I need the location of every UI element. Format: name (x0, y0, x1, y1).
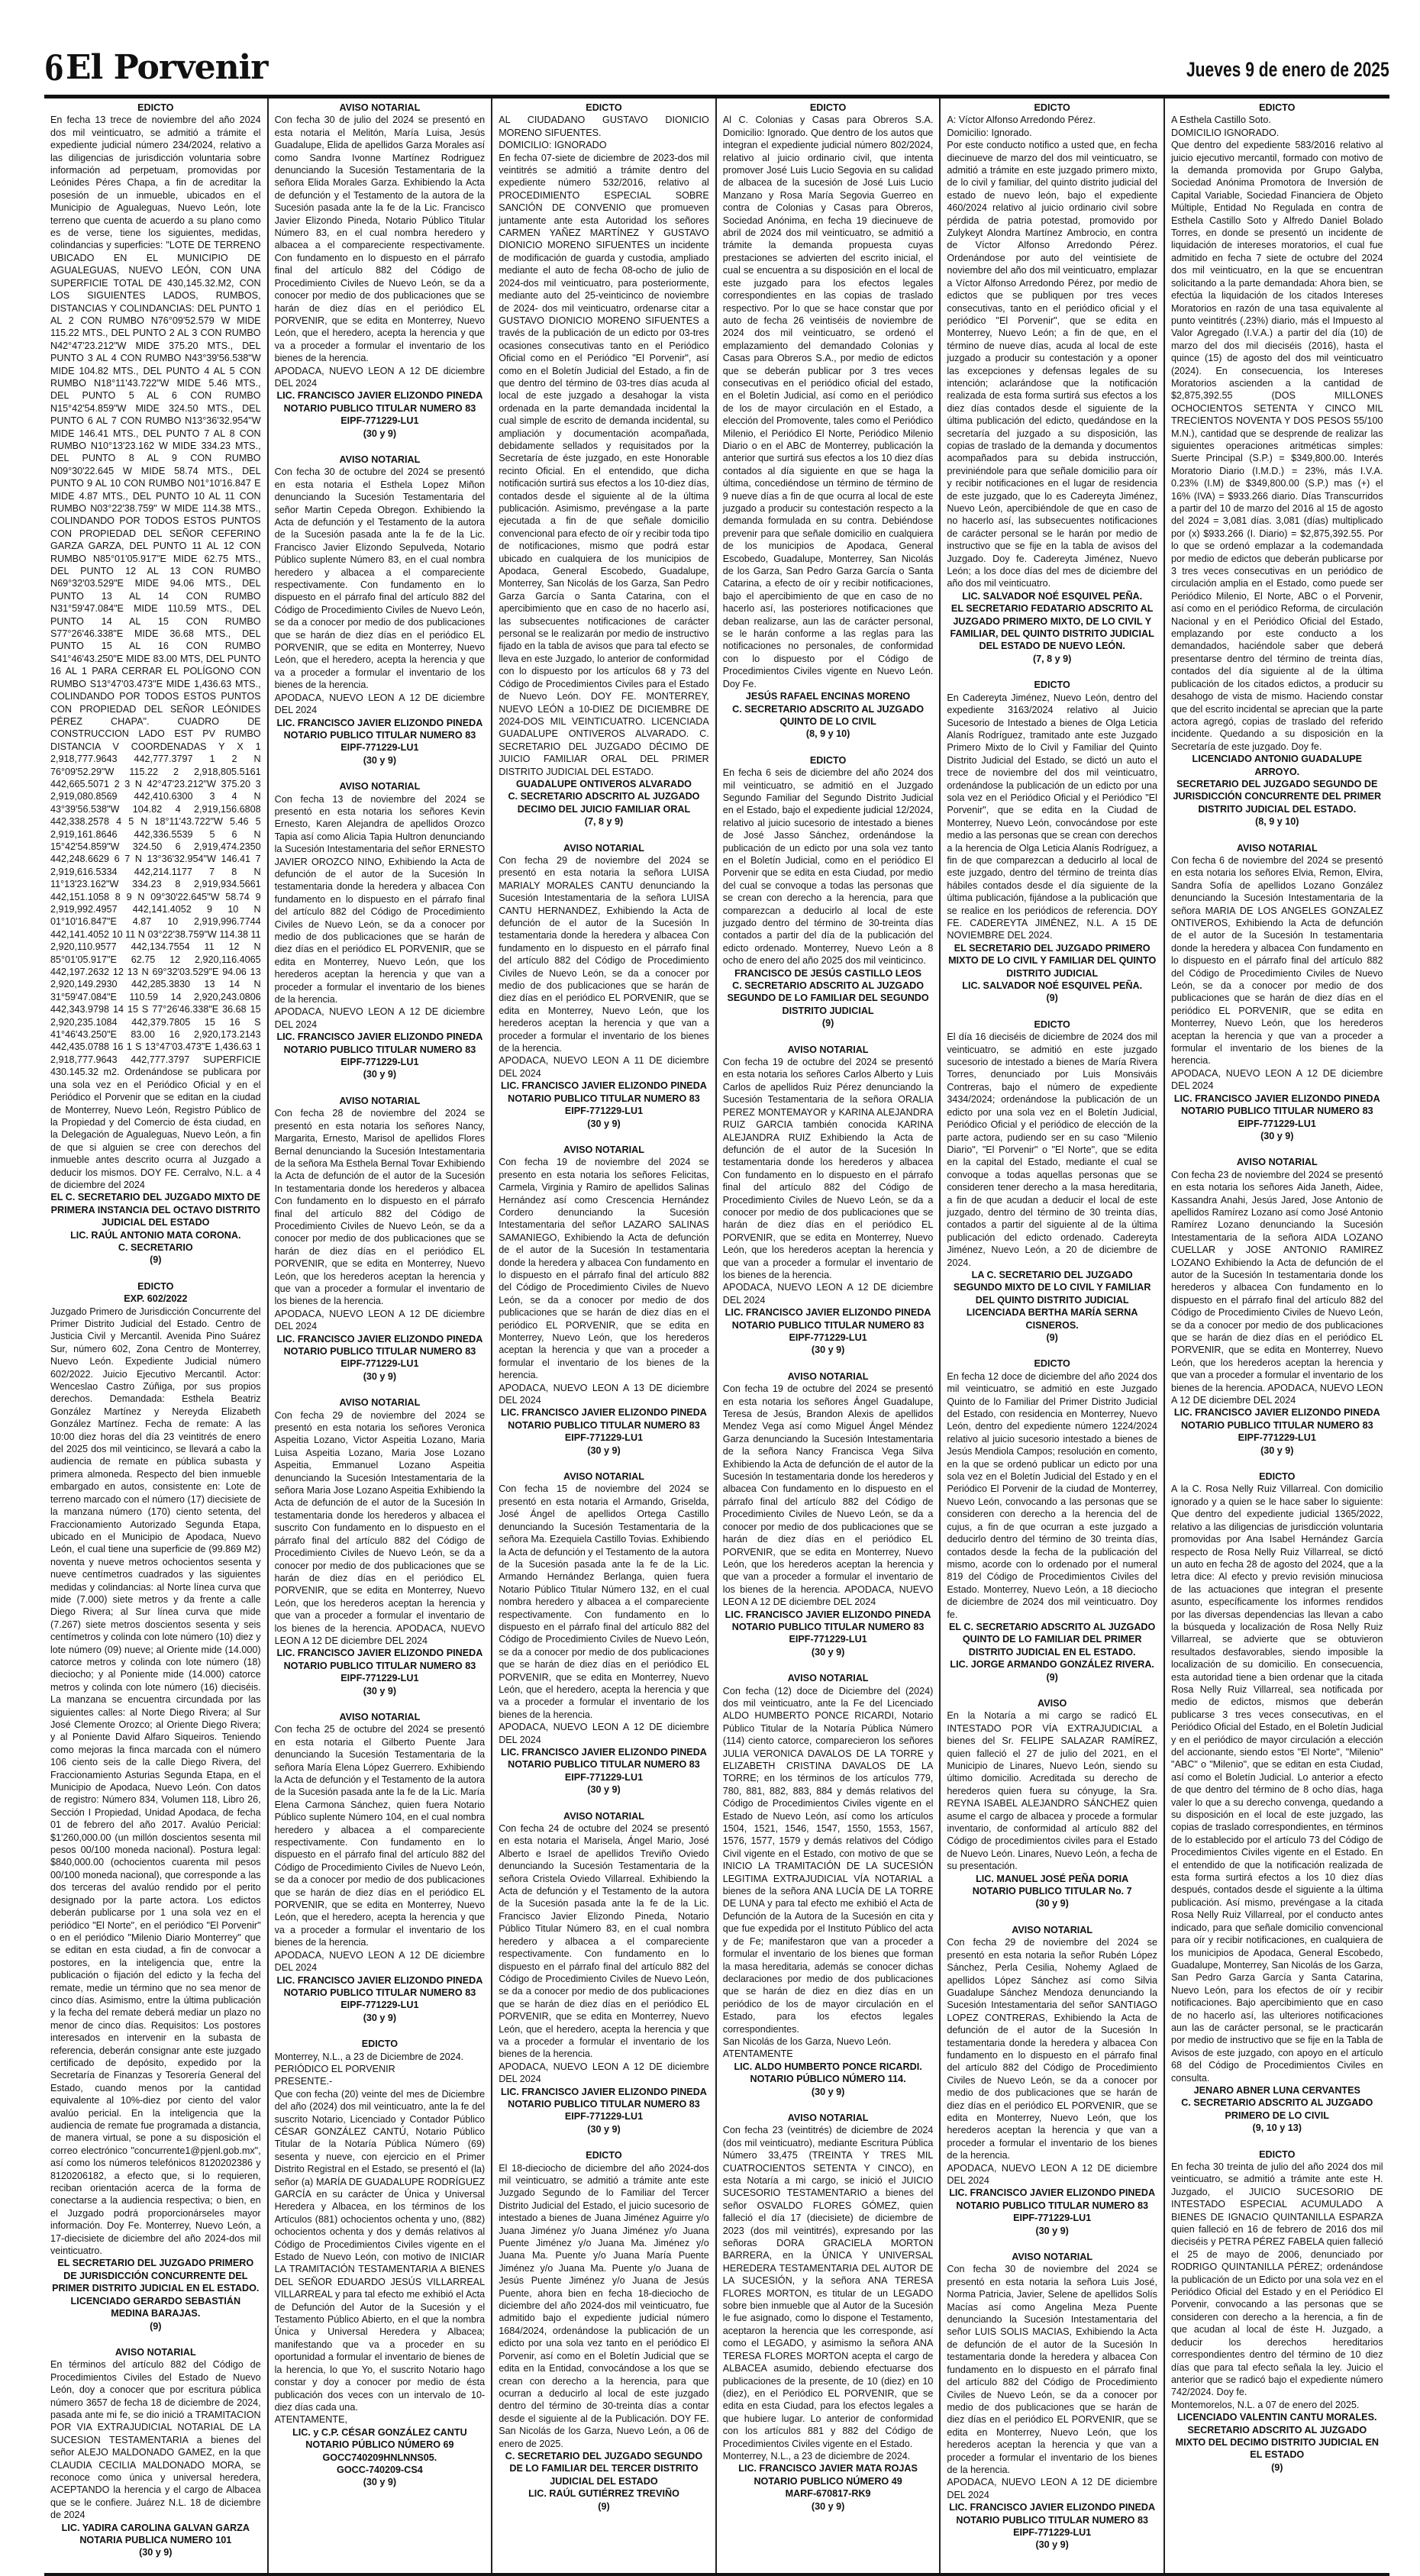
notice-signature-line: LIC. FRANCISCO JAVIER ELIZONDO PINEDA (501, 1407, 707, 1419)
notice-signature-line: LIC. FRANCISCO JAVIER ELIZONDO PINEDA (501, 2086, 707, 2097)
notice-paragraph: Que dentro del expediente 583/2016 relativo al juicio ejecutivo mercantil, formado con motivo de la demanda promovida por Grupo Galyba, Sociedad Anónima Promotora de Inversión de Capital Variable, Sociedad Financiera de Objeto Múltiple, Entidad No Regulada en contra de Esthela Castillo Soto y Alfredo Daniel Bolado Torres, en donde se presentó un incidente de liquidación de intereses moratorios, el cual fue admitido en fecha 7 siete de octubre del 2024 dos mil veinticuatro, en la que se encuentran solicitando a la parte demandada: Ahora bien, se efectúa la liquidación de los citados Intereses Moratorios en razón de una tasa equivalente al punto veintitrés (.23%) diario, más el Impuesto al Valor Agregado (I.V.A.) a partir del día (10) de marzo del dos mil dieciséis (2016), hasta el quince (15) de agosto del dos mil veinticuatro (2024). En consecuencia, los Intereses Moratorios ascienden a la cantidad de $2,875,392.55 (DOS MILLONES OCHOCIENTOS SETENTA Y CINCO MIL TRECIENTOS NOVENTA Y DOS PESOS 55/100 M.N.), cantidad que se desprende de realizar las siguientes operaciones aritméticas simples: Suerte Principal (S.P.) = $349,800.00. Interés Moratorio Diario (I.M.D.) = 23%, más I.V.A. 0.23% (I.M) de $349,800.00 (S.P.) mas (+) el 16% (IVA) = $933.266 diario. Días Transcurridos a partir del 10 de marzo del 2016 al 15 de agosto del 2024 = 3,081 días. 3,081 (días) multiplicado por (x) $933.266 (I. Diario) = $2,875,392.55. Por lo que se ordenó emplazar a la codemandada por medio de edictos que deberán publicarse por 3 tres veces consecutivas en un periódico de circulación amplia en el Estado, como puede ser Periódico Milenio, El Norte, ABC o el Porvenir, así como en el periódico Reforma, de circulación Nacional y en el Periódico Oficial del Estado, emplazando por este conducto a los demandados, haciéndole saber que deberá presentarse dentro del término de treinta días, contados del día siguiente al de la última publicación de los citados edictos, a producir su desahogo de vista de mismo. Haciendo constar que del escrito incidental se aprecian que la parte actora agregó, copias de traslado del referido incidente. Quedando a su disposición en la Secretaría de este juzgado. Doy fe. (1170, 140, 1383, 752)
legal-notice (723, 1672, 934, 2098)
notice-paragraph: ATENTAMENTE, (274, 2414, 347, 2426)
notice-title: EDICTO (1034, 680, 1070, 691)
notice-title: AVISO NOTARIAL (787, 2112, 869, 2123)
notice-signature-line: (30 y 9) (1035, 2539, 1069, 2551)
notice-title: AVISO NOTARIAL (339, 1711, 421, 1722)
notice-signature-line: EIPF-771229-LU1 (789, 1332, 867, 1343)
notice-body (947, 1031, 1157, 1269)
notice-signature-line: (30 y 9) (139, 2547, 173, 2558)
notice-paragraph: Monterrey, N.L., a 23 de diciembre de 2024. (722, 2450, 911, 2461)
notice-title: AVISO NOTARIAL (115, 2346, 196, 2358)
notice-paragraph: APODACA, NUEVO LEON A 11 DE diciembre DEL 2024 (499, 1055, 709, 1079)
legal-notice (947, 1924, 1157, 2237)
notice-signature-line: LICENCIADO GERARDO SEBASTIÁN MEDINA BARAJAS. (70, 2295, 241, 2319)
notice-title: EDICTO (137, 1280, 174, 1292)
notice-paragraph: Monterrey, N.L., a 23 de Diciembre de 2024. (274, 2051, 464, 2062)
notice-signature-line: LIC. YADIRA CAROLINA GALVAN GARZA (61, 2522, 250, 2533)
notice-signature-line: C. SECRETARIO ADSCRITO AL JUZGADO DECIMO DEL JUICIO FAMILIAR ORAL (508, 791, 700, 815)
notice-title: AVISO NOTARIAL (339, 781, 421, 792)
notice-paragraph: Con fecha 6 de noviembre del 2024 se presentó en esta notaria los señores Elvia, Remon, Elvira, Sandra Sofía de apellidos Lozano González denunciando la Sucesión Intestamentaria de la señora MARIA DE LOS ANGELES GONZALEZ ONTIVEROS, Exhibiendo la Acta de defunción de el autor de la Sucesión In testamentaria donde la heredera y albacea Con fundamento en lo dispuesto en el párrafo final del artículo 882 del Código de Procedimiento Civiles de Nuevo León, se da a conocer por medio de dos publicaciones que se harán de diez días en el periódico EL PORVENIR, que se edita en Monterrey, Nuevo León, que los herederos aceptan la herencia y que van a proceder a formular el inventario de los bienes de la herencia. (1170, 854, 1383, 1067)
notice-body (723, 1056, 934, 1306)
notice-signature-line: NOTARIO PUBLICO TITULAR NUMERO 83 (283, 1987, 476, 1998)
notice-signature-line: SECRETARIO DEL JUZGADO SEGUNDO DE JURISDICCIÓN CONCURRENTE DEL PRIMER DISTRITO JUDICIAL DEL ESTADO. (1173, 778, 1382, 815)
notice-body (275, 793, 486, 1031)
notice-body (1171, 1483, 1383, 2084)
column-4 (717, 98, 941, 2573)
legal-notice (947, 679, 1157, 1005)
notice-signature-line: (30 y 9) (811, 2086, 845, 2097)
legal-notice (499, 1144, 709, 1457)
notice-signature-line: (30 y 9) (363, 2012, 397, 2023)
notice-signature-line: EIPF-771229-LU1 (564, 2111, 644, 2122)
notice-body (723, 767, 934, 967)
legal-notice (275, 2038, 486, 2489)
notice-signature-line: NOTARIO PUBLICO NÚMERO 49 (754, 2475, 902, 2487)
column-2 (269, 98, 493, 2573)
notice-signature-line: LIC. ALDO HUMBERTO PONCE RICARDI. (734, 2061, 922, 2072)
newspaper-page (44, 46, 1389, 2576)
notice-signature-line: (9) (150, 2320, 162, 2332)
notice-signature-line: (9) (1046, 1671, 1058, 1683)
notice-signature-line: EL C. SECRETARIO ADSCRITO AL JUZGADO QUINTO DE LO FAMILIAR DEL PRIMER DISTRITO JUDICIAL EN EL ESTADO. (949, 1621, 1156, 1658)
notice-title: EDICTO (809, 102, 847, 113)
notice-signature-line: C. SECRETARIO (118, 1241, 193, 1253)
notice-body (275, 2051, 486, 2426)
notice-signature-line: GOCC740209HNLNNS05. (322, 2452, 437, 2463)
notice-paragraph: Con fecha 28 de noviembre del 2024 se presentó en esta notaria los señores Nancy, Margarita, Ernesto, Marisol de apellidos Flores Bernal denunciando la Sucesión Intestamentaria de la señora Ma Esthela Bernal Tovar Exhibiendo la Acta de defunción de el autor de la Sucesión In testamentaria donde los herederos y albacea Con fundamento en lo dispuesto en el párrafo final del artículo 882 del Código de Procedimiento Civiles de Nuevo León, se da a conocer por medio de dos publicaciones que se harán de diez días en el periódico EL PORVENIR, que se edita en Monterrey, Nuevo León, que los herederos aceptan la herencia y que van a proceder a formular el inventario de los bienes de la herencia. (274, 1108, 486, 1307)
notice-signature-line: (30 y 9) (363, 754, 397, 766)
notice-paragraph: Con fecha 23 de noviembre del 2024 se presentó en esta notaria los señores Aida Janeth, Aidee, Kassandra Anahi, Jesús Jared, Jose Antonio de apellidos Ramírez Lozano así como José Antonio Ramírez Lozano denunciando la Sucesión Intestamentaria de la señora AIDA LOZANO CUELLAR y JOSE ANTONIO RAMIREZ LOZANO Exhibiendo la Acta de defunción de el autor de la Sucesión In testamentaria donde los herederos y albacea Con fundamento en lo dispuesto en el párrafo final del artículo 882 del Código de Procedimiento Civiles de Nuevo León, se da a conocer por medio de dos publicaciones que se harán de diez días en el periódico EL PORVENIR, que se edita en Monterrey, Nuevo León, que los herederos aceptan la herencia y que van a proceder a formular el inventario de los bienes de la herencia. APODACA, NUEVO LEON A 12 DE diciembre DEL 2024 (1170, 1169, 1383, 1406)
notice-signature-line: (30 y 9) (811, 1646, 845, 1658)
notice-title: AVISO NOTARIAL (339, 102, 421, 113)
notice-paragraph: APODACA, NUEVO LEON A 12 DE diciembre DEL 2024 (499, 1722, 709, 1745)
notice-signature-line: LIC. FRANCISCO JAVIER ELIZONDO PINEDA (276, 1648, 483, 1659)
notice-title: AVISO NOTARIAL (339, 454, 421, 465)
notice-paragraph: Al C. Colonias y Casas para Obreros S.A. Domicilio: Ignorado. Que dentro de los autos que integran el expediente judicial número 802/2024, relativo al juicio ordinario civil, que intenta promover José Luis Lucio Segovia en su calidad de albacea de la sucesión de José Luis Lucio Manzano y Rosa María Segovia Guerreo en contra de Colonias y Casas para Obreros, Sociedad Anónima, en fecha 19 diecinueve de abril de 2024 dos mil veinticuatro, se admitió a trámite la demanda propuesta cuyas prestaciones se advierten del escrito inicial, el cual se encuentra a su disposición en el local de este juzgado para los efectos legales correspondientes en las copias de traslado respectivo. Por lo que se hace constar que por auto de fecha 26 veintiséis de noviembre de 2024 dos mil veinticuatro, se ordenó el emplazamiento del demandado Colonias y Casas para Obreros S.A., por medio de edictos que se deberán publicar por 3 tres veces consecutivas en el periódico oficial del estado, en el Boletín Judicial, así como en el periódico de los de mayor circulación en el Estado, a elección del Promovente, tales como el Periódico Milenio, el Periódico El Norte, Periódico Milenio Diario o en el ABC de Monterrey, publicación la anterior que surtirá sus efectos a los 10 diez días contados al día siguiente en que se haga la última, concediéndose un término de término de 9 nueve días a fin de que ocurra al local de este juzgado a producir su contestación respecto a la demanda formulada en su contra. Debiéndose prevenir para que señale domicilio en cualquiera de los municipios de Apodaca, General Escobedo, Guadalupe, Monterrey, San Nicolás de los Garza, San Pedro Garza García o Santa Catarina, a efecto de oír y recibir notificaciones, bajo el apercibimiento de que en caso de no hacerlo así, las posteriores notificaciones que deban realizarse, aun las de carácter personal, se le harán conforme a las reglas para las notificaciones no personales, de conformidad con lo dispuesto por el Código de Procedimientos Civiles vigente en Nuevo León. Doy Fe. (722, 115, 934, 689)
notice-paragraph: En Cadereyta Jiménez, Nuevo León, dentro del expediente 3163/2024 relativo al Juicio Sucesorio de Intestado a bienes de Olga Leticia Alanís Rodríguez, tramitado ante este Juzgado Primero Mixto de lo Civil y Familiar del Quinto Distrito Judicial del Estado, se dictó un auto el trece de noviembre del dos mil veinticuatro, ordenándose la publicación de un edicto por una sola vez en el Periódico Oficial y el Periódico "El Porvenir", que se edita en la Ciudad de Monterrey, Nuevo León, convocándose por este medio a las personas que se crean con derechos a la herencia de Olga Leticia Alanís Rodríguez, a fin de que comparezcan a deducirlo al local de este juzgado, dentro del término de treinta días hábiles contados desde el día siguiente de la última publicación, fijándose a la publicación que se realice en los periódicos de referencia. DOY FE. CADEREYTA JIMÉNEZ, N.L. A 15 DE NOVIEMBRE DEL 2024. (947, 692, 1157, 941)
notice-paragraph: A Esthela Castillo Soto. (1170, 115, 1271, 126)
legal-notice (947, 2251, 1157, 2552)
notice-signature-line: JESÚS RAFAEL ENCINAS MORENO (745, 691, 911, 702)
notice-body (499, 114, 709, 778)
notice-paragraph: APODACA, NUEVO LEON A 12 DE diciembre DEL 2024 (274, 365, 486, 389)
notice-signature-line: EL SECRETARIO DEL JUZGADO PRIMERO MIXTO DE LO CIVIL Y FAMILIAR DEL QUINTO DISTRITO JUDICIAL (948, 942, 1157, 979)
notice-signature-line: (8, 9 y 10) (1255, 816, 1299, 828)
notice-paragraph: APODACA, NUEVO LEON A 12 DE diciembre DEL 2024 (947, 2162, 1157, 2186)
notice-signature-line: (30 y 9) (1035, 2225, 1069, 2236)
notice-signature-line: LIC. FRANCISCO JAVIER ELIZONDO PINEDA (725, 1307, 931, 1319)
notice-paragraph: DOMICILIO IGNORADO. (1170, 127, 1280, 138)
notice-signature-line: LIC. RAÚL ANTONIO MATA CORONA. (70, 1229, 241, 1241)
notice-paragraph: APODACA, NUEVO LEON A 13 DE diciembre DEL 2024 (499, 1382, 709, 1406)
notice-title: EDICTO (586, 2150, 622, 2161)
notice-signature-line: EIPF-771229-LU1 (1238, 1432, 1316, 1444)
notice-paragraph: Con fecha 24 de octubre del 2024 se presentó en esta notaria el Marisela, Ángel Mario, José Alberto e Israel de apellidos Treviño Oviedo denunciando la Sucesión Testamentaria de la señora Cristela Oviedo Villarreal. Exhibiendo la Acta de defunción y el Testamento de la autora de la Sucesión pasada ante la fe de la Lic. Francisco Javier Elizondo Pineda, Notario Público Titular Número 83, en el cual nombra heredero y albacea a el compareciente respectivamente. Con fundamento en lo dispuesto en el párrafo final del artículo 882 del Código de Procedimiento Civiles de Nuevo León, se da a conocer por medio de dos publicaciones que se harán de diez días en el periódico EL PORVENIR, que se edita en Monterrey, Nuevo León, que el heredero, acepta la herencia y que va a proceder a formular el inventario de los bienes de la herencia. (499, 1823, 709, 2060)
notice-signature-line: EIPF-771229-LU1 (564, 1771, 644, 1783)
notice-signature-line: LIC. FRANCISCO JAVIER ELIZONDO PINEDA (501, 1080, 707, 1092)
notice-title: EDICTO (1034, 1358, 1070, 1370)
notice-signature-line: (7, 8 y 9) (1032, 653, 1072, 664)
notice-title: EDICTO (1034, 1018, 1070, 1030)
notice-signature-line: NOTARIO PUBLICO TITULAR NUMERO 83 (283, 1044, 476, 1055)
notice-title: AVISO NOTARIAL (563, 1810, 644, 1822)
notice-body (1171, 854, 1383, 1093)
legal-notice (723, 1370, 934, 1658)
notice-signature-line: EIPF-771229-LU1 (1238, 1118, 1316, 1129)
notice-signature-line: (30 y 9) (587, 1445, 621, 1456)
notice-signature-line: NOTARIO PUBLICO TITULAR NUMERO 83 (283, 1346, 476, 1357)
notice-signature-line: (30 y 9) (811, 2500, 845, 2512)
notice-signature-line: LIC. FRANCISCO JAVIER ELIZONDO PINEDA (501, 1747, 707, 1758)
notice-body (499, 1156, 709, 1406)
notice-body (275, 1409, 486, 1648)
notice-title: AVISO NOTARIAL (1012, 1924, 1093, 1935)
notice-title: AVISO NOTARIAL (787, 1044, 869, 1055)
notice-signature-line: LIC. FRANCISCO JAVIER ELIZONDO PINEDA (276, 390, 483, 402)
legal-notice (947, 1357, 1157, 1683)
column-5 (941, 98, 1165, 2573)
notice-paragraph: Juzgado Primero de Jurisdicción Concurrente del Primer Distrito Judicial del Estado. Centro de Justicia Civil y Mercantil. Avenida Pino Suárez Sur, número 602, Zona Centro de Monterrey, Nuevo León. Expediente Judicial número 602/2022. Juicio Ejecutivo Mercantil. Actor: Wenceslao Castro Zúñiga, por sus propios derechos. Demandada: Esthela Beatriz González Martínez y Nereyda Elizabeth González Martínez. Fecha de remate: A las 10:00 diez horas del día 23 veintitrés de enero del 2025 dos mil veinticinco, se llevará a cabo la audiencia de remate en pública subasta y primera almoneda. Respecto del bien inmueble embargado en autos, consistente en: Lote de terreno marcado con el número (17) diecisiete de la manzana número (170) ciento setenta, del Fraccionamiento Autorizado Segunda Etapa, ubicado en el Municipio de Apodaca, Nuevo León, el cual tiene una superficie de (99.869 M2) noventa y nueve metros ochocientos sesenta y nueve centímetros cuadrados y las siguientes medidas y colindancias: al Norte línea curva que mide (7.000) siete metros y da frente a calle Diego Rivera; al Sur línea curva que mide (7.267) siete metros doscientos sesenta y seis centímetros y colinda con lote número (10) diez y lote número (09) nueve; al Oriente mide (14.000) catorce metros y colinda con lote número (18) dieciocho; y al Poniente mide (14.000) catorce metros y colinda con lote número (16) dieciséis. La manzana se encuentra circundada por las siguientes calles: al Norte Diego Rivera; al Sur José Clemente Orozco; al Oriente Diego Rivera; y al Poniente David Alfaro Siqueiros. Teniendo como mejoras la finca marcada con el número 106 ciento seis de la calle Diego Rivera, del Fraccionamiento Asturias Segunda Etapa, en el Municipio de Apodaca, Nuevo León. Con datos de registro: Número 834, Volumen 118, Libro 26, Sección I Propiedad, Unidad Apodaca, de fecha 01 de febrero del año 2017. Avalúo Pericial: $1'260,000.00 (un millón doscientos sesenta mil pesos 00/100 moneda nacional). Postura legal: $840,000.00 (ochocientos cuarenta mil pesos 00/100 moneda nacional), que corresponde a las dos terceras del avalúo rendido por el perito designado por la parte actora. Los edictos deberán publicarse por 1 una sola vez en el periódico "El Norte", en el periódico "El Porvenir" o en el periódico "Milenio Diario Monterrey" que se editan en esta ciudad, a fin de convocar a postores, en la inteligencia que, entre la publicación o fijación del edicto y la fecha del remate, medie un término que no sea menor de cinco días. Asimismo, entre la última publicación y la fecha del remate deberá mediar un plazo no menor de cinco días. Requisitos: Los postores interesados en intervenir en la subasta de referencia, deberán consignar ante este juzgado certificado de depósito, expedido por la Secretaría de Finanzas y Tesorería General del Estado, cuando menos por la cantidad equivalente al 10%-diez por ciento del valor avalúo pericial. En la inteligencia que la audiencia de remate fue programada a distancia, de manera virtual, se pone a su disposición el correo electrónico "concurrente1@pjenl.gob.mx", así como los números telefónicos 8120202386 y 8120206182, a efecto que, si lo requieren, reciban orientación acerca de la forma de conectarse a la audiencia respectiva; o bien, en el Juzgado podrá proporcionárseles mayor información. Doy Fe. Monterrey, Nuevo León, a 17-diecisiete de diciembre del año 2024-dos mil veinticuatro. (50, 1306, 261, 2257)
notice-title: EDICTO (137, 102, 174, 113)
notice-signature-line: NOTARIO PUBLICO TITULAR NUMERO 83 (956, 2514, 1148, 2526)
notice-body (723, 2124, 934, 2462)
notice-title: AVISO NOTARIAL (339, 1095, 421, 1106)
notice-signature-line: EIPF-771229-LU1 (340, 1673, 419, 1684)
notice-paragraph: ATENTAMENTE (722, 2048, 793, 2060)
notice-title: AVISO (1038, 1697, 1067, 1709)
notice-signature-line: (30 y 9) (587, 1118, 621, 1129)
notice-paragraph: El día 16 dieciséis de diciembre de 2024 dos mil veinticuatro, se admitió en este juzgado sucesorio de intestado a bienes de María Rivera Torres, denunciado por Luis Monsiváis Contreras, bajo el número de expediente 3434/2024; ordenándose la publicación de un edicto por una sola vez en el Boletín Judicial, Periódico Oficial y el periódico de elección de la parte actora, pudiendo ser en su caso "Milenio Diario", "El Porvenir" o "El Norte", que se edita en la capital del Estado, mediante el cual se convoque a todas aquellas personas que se consideren tener derecho a la masa hereditaria, a fin de que acudan a deducir el local de este juzgado, dentro del término de 30 treinta días, contados a partir del siguiente al de la última publicación del edicto ordenado. Cadereyta Jiménez, Nuevo León, a 20 de diciembre de 2024. (947, 1031, 1157, 1268)
notice-signature-line: LIC. SALVADOR NOÉ ESQUIVEL PEÑA. (962, 590, 1143, 602)
notice-paragraph: DOMICILIO: IGNORADO (499, 140, 607, 151)
notice-body (275, 466, 486, 716)
notice-signature-line: (30 y 9) (363, 2477, 397, 2488)
notice-signature-line: (9) (1046, 1332, 1058, 1343)
notice-body (50, 1306, 261, 2258)
notice-body (50, 2358, 261, 2521)
notice-signature-line: EIPF-771229-LU1 (340, 1358, 419, 1370)
legal-notice (275, 454, 486, 767)
issue-date: Jueves 9 de enero de 2025 (1186, 58, 1389, 81)
notice-paragraph: A: Víctor Alfonso Arredondo Pérez. (947, 115, 1096, 126)
notice-signature-line: C. SECRETARIO ADSCRITO AL JUZGADO QUINTO DE LO CIVIL (732, 703, 925, 727)
notice-paragraph: En términos del artículo 882 del Código de Procedimientos Civiles del Estado de Nuevo León, doy a conocer que por escritura pública número 3657 de fecha 18 de diciembre de 2024, pasada ante mi fe, se dio inició a TRAMITACION POR VIA EXTRAJUDICIAL NOTARIAL DE LA SUCESION TESTAMENTARIA a bienes del señor ALEJO MALDONADO GAMEZ, en la que CLAUDIA CECILIA MALDONADO MORA, se reconoce como única y universal heredera, ACEPTANDO la herencia y el cargo de Albacea que se le confiere. Juárez N.L. 18 de diciembre de 2024 (50, 2359, 261, 2521)
notice-signature-line: LIC. FRANCISCO JAVIER ELIZONDO PINEDA (725, 1609, 931, 1620)
legal-notice (1171, 1156, 1383, 1457)
notice-paragraph: El 18-dieciocho de diciembre del año 2024-dos mil veinticuatro, se admitió a trámite ante este Juzgado Segundo de lo Familiar del Tercer Distrito Judicial del Estado, el juicio sucesorio de intestado a bienes de Juana Jiménez Aguirre y/o Juana Jiménez y/o Juana Jiménez y/o Juana Puente Jiménez y/o Juana Ma. Jiménez y/o Juana Ma. Puente y/o Juana María Puente Jiménez y/o Juana Ma. Puente y/o Juana de Jesús Puente Jiménez y/o Juana de Jesús Puente, ahora bien en fecha 18-dieciocho de diciembre del año 2024-dos mil veinticuatro, fue admitido bajo el expediente judicial número 1684/2024, ordenándose la publicación de un edicto por una sola vez tanto en el periódico El Porvenir, así como en el Boletín Judicial que se edita en la Entidad, convocándose a los que se crean con derecho a la herencia, para que ocurran a deducirlo al local de este juzgado dentro del término de 30-treinta días a contar desde el siguiente al de la Publicación. DOY FE. San Nicolás de los Garza, Nuevo León, a 06 de enero de 2025. (499, 2162, 709, 2449)
notice-signature-line: (30 y 9) (1260, 1130, 1294, 1141)
notice-signature-line: LICENCIADA BERTHA MARÍA SERNA CISNEROS. (966, 1307, 1138, 1331)
notice-paragraph: Con fecha 29 de noviembre del 2024 se presentó en esta notaria la señor Rubén López Sánchez, Perla Cesilia, Nohemy Aglaed de apellidos López Sánchez así como Silvia Guadalupe Sánchez Mendoza denunciando la Sucesión Intestamentaria del señor SANTIAGO LOPEZ CONTRERAS, Exhibiendo la Acta de defunción de el autor de la Sucesión In testamentaria donde la heredera y albacea Con fundamento en lo dispuesto en el párrafo final del artículo 882 del Código de Procedimiento Civiles de Nuevo León, se da a conocer por medio de dos publicaciones que se harán de diez días en el periódico EL PORVENIR, que se edita en Monterrey, Nuevo León, que los herederos aceptan la herencia y que van a proceder a formular el inventario de los bienes de la herencia. (947, 1937, 1157, 2161)
notice-paragraph: Con fecha 30 de julio del 2024 se presentó en esta notaria el Melitón, María Luisa, Jesús Guadalupe, Elida de apellidos Garza Morales así como Sandra Ivonne Martínez Rodriguez denunciando la Sucesión Testamentaria de la señora Elida Morales Garza. Exhibiendo la Acta de defunción y el Testamento de la autora de la Sucesión pasada ante la fe de la Lic. Francisco Javier Elizondo Pineda, Notario Público Titular Número 83, en el cual nombra heredero y albacea a el compareciente respectivamente. Con fundamento en lo dispuesto en el párrafo final del artículo 882 del Código de Procedimiento Civiles de Nuevo León, se da a conocer por medio de dos publicaciones que se harán de diez días en el periódico EL PORVENIR, que se edita en Monterrey, Nuevo León, que el heredero, acepta la herencia y que va a proceder a formular el inventario de los bienes de la herencia. (274, 115, 486, 364)
notice-signature-line: LIC. FRANCISCO JAVIER ELIZONDO PINEDA (1173, 1407, 1380, 1419)
legal-notice (499, 842, 709, 1130)
legal-notice (1171, 1470, 1383, 2135)
notice-signature-line: EL C. SECRETARIO DEL JUZGADO MIXTO DE PRIMERA INSTANCIA DEL OCTAVO DISTRITO JUDICIAL DEL ESTADO (50, 1192, 261, 1228)
notice-title: AVISO NOTARIAL (787, 1370, 869, 1382)
notice-signature-line: MARF-670817-RK9 (785, 2488, 871, 2500)
notice-signature-line: C. SECRETARIO ADSCRITO AL JUZGADO SEGUNDO DE LO FAMILIAR DEL SEGUNDO DISTRITO JUDICIAL (727, 980, 929, 1016)
notice-body (947, 2263, 1157, 2501)
notice-signature-line: (9) (1271, 2461, 1283, 2473)
newspaper-logo: El Porvenir (66, 48, 268, 87)
notice-title: EXP. 602/2022 (124, 1293, 188, 1305)
notice-signature-line: EIPF-771229-LU1 (340, 2000, 419, 2011)
notice-paragraph: Con fecha 19 de noviembre del 2024 se presento en esta notaria los señores Felicitas, Carmela, Virginia y Ramiro de apellidos Salinas Hernández así como Crescencia Hernández Cordero denunciando la Sucesión Intestamentaria del señor LAZARO SALINAS SAMANIEGO, Exhibiendo la Acta de defunción de el autor de la Sucesión In testamentaria donde la heredera y albacea Con fundamento en lo dispuesto en el párrafo final del artículo 882 del Código de Procedimiento Civiles de Nuevo León, se da a conocer por medio de dos publicaciones que se harán de diez días en el periódico EL PORVENIR, que se edita en Monterrey, Nuevo León, que los herederos aceptan la herencia y que van a proceder a formular el inventario de los bienes de la herencia. (499, 1157, 709, 1381)
notice-signature-line: EIPF-771229-LU1 (564, 1432, 644, 1444)
notice-title: EDICTO (1259, 102, 1296, 113)
legal-notice (1171, 102, 1383, 828)
legal-notice (723, 754, 934, 1030)
notice-signature-line: EIPF-771229-LU1 (1013, 2213, 1092, 2224)
notice-body (947, 114, 1157, 589)
notice-signature-line: NOTARIO PUBLICO TITULAR NUMERO 83 (508, 2098, 700, 2110)
notice-signature-line: LICENCIADO VALENTIN CANTU MORALES. (1177, 2412, 1377, 2423)
notice-body (947, 1709, 1157, 1872)
notice-signature-line: LIC. FRANCISCO JAVIER MATA ROJAS (738, 2463, 918, 2474)
notice-signature-line: C. SECRETARIO DEL JUZGADO SEGUNDO DE LO FAMILIAR DEL TERCER DISTRITO JUDICIAL DEL ESTADO (505, 2450, 703, 2487)
notice-signature-line: (30 y 9) (363, 428, 397, 439)
notice-paragraph: APODACA, NUEVO LEON A 12 DE diciembre DEL 2024 (1170, 1067, 1383, 1092)
notice-signature-line: GOCC-740209-CS4 (337, 2464, 423, 2475)
notice-body (499, 2162, 709, 2450)
legal-notice (947, 1018, 1157, 1344)
notice-body (723, 1383, 934, 1608)
notice-title: EDICTO (1259, 2148, 1296, 2160)
notice-paragraph: Con fecha 23 (veintitrés) de diciembre de 2024 (dos mil veinticuatro), mediante Escritura Pública Número 33,475 (TREINTA Y TRES MIL CUATROCIENTOS SETENTA Y CINCO), en esta Notaría a mi cargo, se inició el JUICIO SUCESORIO TESTAMENTARIO a bienes del señor OSVALDO FLORES GÓMEZ, quien falleció el día 17 (diecisiete) de diciembre de 2023 (dos mil veintitrés), expresando por las señoras DORA GRACIELA MORTON BARRERA, en la ÚNICA Y UNIVERSAL HEREDERA TESTAMENTARIA DEL AUTOR DE LA SUCESIÓN, y la señora ANA TERESA FLORES MORTON, es titular de un LEGADO sobre bien inmueble que al Autor de la Sucesión le fue asignado, como lo dispone el Testamento, aceptaron la herencia que les corresponde, así como el LEGADO, y asimismo la señora ANA TERESA FLORES MORTON acepta el cargo de ALBACEA asumido, debiendo efectuarse dos publicaciones de la presente, de 10 (diez) en 10 (diez), en el Periódico EL PORVENIR, que se edita en esta Ciudad, para los efectos legales a que hubiere lugar. Lo anterior de conformidad con los artículos 881 y 882 del Código de Procedimientos Civiles vigente en el Estado. (722, 2125, 934, 2449)
notice-signature-line: (9) (821, 1018, 834, 1029)
notice-signature-line: (9, 10 y 13) (1252, 2122, 1302, 2134)
notice-paragraph: APODACA, NUEVO LEON A 12 DE diciembre DEL 2024 (499, 2061, 709, 2085)
notice-title: AVISO NOTARIAL (1236, 842, 1318, 854)
notice-signature-line: NOTARIA PUBLICA NUMERO 101 (79, 2535, 232, 2545)
notice-body (499, 1822, 709, 2086)
legal-notice (947, 1697, 1157, 1910)
notice-title: AVISO NOTARIAL (1236, 1157, 1318, 1168)
notice-title: AVISO NOTARIAL (339, 1397, 421, 1409)
notice-paragraph: Domicilio: Ignorado. (947, 127, 1032, 138)
notice-signature-line: (30 y 9) (363, 1069, 397, 1080)
notice-signature-line: NOTARIO PÚBLICO NÚMERO 69 (305, 2439, 454, 2451)
notice-signature-line: LIC. y C.P. CÉSAR GONZÁLEZ CANTU (292, 2426, 467, 2438)
notice-signature-line: (30 y 9) (363, 1685, 397, 1696)
legal-notice (1171, 842, 1383, 1143)
notice-body (50, 114, 261, 1191)
notice-paragraph: APODACA, NUEVO LEON A 12 DE diciembre DEL 2024 (274, 692, 486, 716)
notice-paragraph: En fecha 6 seis de diciembre del año 2024 dos mil veinticuatro, se admitió en el Juzgado Segundo Familiar del Segundo Distrito Judicial en el Estado, bajo el expediente judicial 12/2024, relativo al juicio sucesorio de intestado a bienes de José Jasso Sánchez, ordenándose la publicación de un edicto por una sola vez tanto en el Boletín Judicial, como en el periódico El Porvenir que se edita en esta Ciudad, por medio del cual se convoque a todas las personas que se crean con derecho a la herencia, para que comparezcan a deducirlo al local de este juzgado dentro del término de 30-treinta días contados a partir del día de la publicación del edicto ordenado. Monterrey, Nuevo León a 8 ocho de enero del año 2025 dos mil veinticinco. (722, 767, 934, 967)
notice-paragraph: A la C. Rosa Nelly Ruiz Villarreal. Con domicilio ignorado y a quien se le hace saber lo siguiente: Que dentro del expediente judicial 1365/2022, relativo a las diligencias de jurisdicción voluntaria promovidas por Ana Isabel Hernández García respecto de Rosa Nelly Ruiz Villarreal, se dictó un auto en fecha 28 de agosto del 2024, que a la letra dice: Al efecto y previo revisión minuciosa de las actuaciones que integran el presente asunto, específicamente los informes rendidos por las diversas dependencias las llevan a cabo la búsqueda y localización de Rosa Nelly Ruiz Villarreal, se advierte que se obtuvieron resultados desfavorables, siendo imposible la localización de su domicilio. En consecuencia, esta autoridad tiene a bien ordenar que la citada Rosa Nelly Ruiz Villarreal, sea notificada por medio de edictos, mismos que deberán publicarse 3 tres veces consecutivas, en el Periódico Oficial del Estado, en el Boletín Judicial y en el periódico de mayor circulación a elección del accionante, siendo estos "El Norte", "Milenio" "ABC" o "Milenio", que se editan en esta Ciudad, así como el Boletín Judicial. Lo anterior a efecto de que dentro del término de 8 ocho días, haga valer lo que a su derecho convenga, quedando a su disposición en el local de este juzgado, las copias de traslado correspondientes, en términos de lo establecido por el artículo 73 del Código de Procedimientos Civiles vigente en el Estado. En el entendido de que la notificación realizada de esta forma surtirá efectos a los 10 diez días después, contados desde el siguiente a la última publicación. Así mismo, prevéngase a la citada Rosa Nelly Ruiz Villarreal, por el conducto antes indicado, para que señale domicilio convencional para oír y recibir notificaciones, en cualquiera de los municipios de Apodaca, General Escobedo, Guadalupe, Monterrey, San Nicolás de los Garza, San Pedro Garza García y Santa Catarina, Nuevo León, para los efectos de oír y recibir notificaciones. Bajo apercibimiento que en caso de no hacerlo así, las ulteriores notificaciones aun las de carácter personal, se le practicarán por medio de instructivo que se fije en la Tabla de Avisos de este juzgado, con apoyo en el artículo 68 del Código de Procedimientos Civiles en consulta. (1170, 1483, 1383, 2084)
legal-notice (1171, 2148, 1383, 2474)
notice-signature-line: EIPF-771229-LU1 (564, 1106, 644, 1117)
footer-rule (44, 2573, 1389, 2576)
notice-title: AVISO NOTARIAL (563, 1144, 644, 1155)
notice-body (947, 1370, 1157, 1621)
notice-signature-line: (8, 9 y 10) (805, 728, 850, 740)
notice-signature-line: LIC. FRANCISCO JAVIER ELIZONDO PINEDA (949, 2187, 1156, 2199)
notice-signature-line: EIPF-771229-LU1 (789, 1634, 867, 1645)
notice-signature-line: (30 y 9) (587, 2123, 621, 2135)
notice-paragraph: En fecha 13 trece de noviembre del año 2024 dos mil veinticuatro, se admitió a trámite el expediente judicial número 234/2024, relativo a las diligencias de jurisdicción voluntaria sobre información ad perpetuam, promovidas por Leónides Péres Chapa, a fin de acreditar la posesión de un inmueble, ubicados en el Municipio de Agualeguas, Nuevo León, lote terreno que cuenta de acuerdo a su plano como es de verse, tiene los siguientes, medidas, colindancias y superficies: "LOTE DE TERRENO UBICADO EN EL MUNICIPIO DE AGUALEGUAS, NUEVO LEÓN, CON UNA SUPERFICIE TOTAL DE 430,145.32.M2, CON LOS SIGUIENTES LADOS, RUMBOS, DISTANCIAS Y COLINDANCIAS: DEL PUNTO 1 AL 2 CON RUMBO N76°09'52.579 W MIDE 115.22 MTS., DEL PUNTO 2 AL 3 CON RUMBO N42°47'23.212"W MIDE 375.20 MTS., DEL PUNTO 3 AL 4 CON RUMBO N43°39'56.538"W MIDE 104.82 MTS., DEL PUNTO 4 AL 5 CON RUMBO N18°11'43.722"W MIDE 5.46 MTS., DEL PUNTO 5 AL 6 CON RUMBO N15°42'54.859"W MIDE 324.50 MTS., DEL PUNTO 6 AL 7 CON RUMBO N13°36'32.954"W MIDE 146.41 MTS., DEL PUNTO 7 AL 8 CON RUMBO N10°13'23.162 W MIDE 334.23 MTS., DEL PUNTO 8 AL 9 CON RUMBO N09°30'22.645 W MIDE 58.74 MTS., DEL PUNTO 9 AL 10 CON RUMBO N01°10'16.847 E MIDE 4.87 MTS., DEL PUNTO 10 AL 11 CON RUMBO N03°22'38.759" W MIDE 114.38 MTS., COLINDANDO POR TODOS ESTOS PUNTOS CON PROPIEDAD DEL SEÑOR CEFERINO GARZA GARZA, DEL PUNTO 11 AL 12 CON RUMBO N85°01'05.917"E MIDE 62.75 MTS., DEL PUNTO 12 AL 13 CON RUMBO N69°32'03.529"E MIDE 94.06 MTS., DEL PUNTO 13 AL 14 CON RUMBO N31°59'47.084"E MIDE 110.59 MTS., DEL PUNTO 14 AL 15 CON RUMBO S77°26'46.338"E MIDE 36.68 MTS., DEL PUNTO 15 AL 16 CON RUMBO S41°46'43.250"E MIDE 83.00 MTS, DEL PUNTO 16 AL 1 PARA CERRAR EL POLÍGONO CON RUMBO S13°47'03.473"E MIDE 1,436.63 MTS., COLINDANDO POR TODOS ESTOS PUNTOS CON PROPIEDAD DEL SEÑOR LEÓNIDES PÉREZ CHAPA". CUADRO DE CONSTRUCCION LADO EST PV RUMBO DISTANCIA V COORDENADAS Y X 1 2,918,777.9643 442,777.3797 1 2 N 76°09'52.29"W 115.22 2 2,918,805.5161 442,665.5071 2 3 N 42°47'23.212"W 375.20 3 2,919,080.8569 442,410.6300 3 4 N 43°39'56.538"W 104.82 4 2,919,156.6808 442,338.2578 4 5 N 18°11'43.722"W 5.46 5 2,919,161.8646 442,336.5539 5 6 N 15°42'54.859"W 324.50 6 2,919,474.2350 442,248.6629 6 7 N 13°36'32.954"W 146.41 7 2,919,616.5334 442,214.1177 7 8 N 11°13'23.162"W 334.23 8 2,919,934.5661 442,151.1058 8 9 N 09°30'22.645"W 58.74 9 2,919,992.4957 442,141.4052 9 10 N 01°10'16.847"E 4.87 10 2,919,996.7744 442,141.4052 10 11 N 03°22'38.759"W 114.38 11 2,920,110.9577 442,134.7554 11 12 N 85°01'05.917"E 62.75 12 2,920,116.4065 442,197.2632 12 13 N 69°32'03.529"E 94.06 13 2,920,149.2930 442,285.3830 13 14 N 31°59'47.084"E 110.59 14 2,920,243.0806 442,343.9798 14 15 S 77°26'46.338"E 36.68 15 2,920,235.1084 442,379.7805 15 16 S 41°46'43.250"E 83.00 16 2,920,173.2143 442,435.0788 16 1 S 13°47'03.473"E 1,436.63 1 2,918,777.9643 442,777.3797 SUPERFICIE 430.145.32 m2. Ordenándose se publicara por una sola vez en el Periódico Oficial y en el Periódico el Porvenir que se editan en la ciudad de Monterrey, Nuevo León, Registro Público de la Propiedad y del Comercio de ésta ciudad, en la Delegación de Agualeguas, Nuevo León, a fin de que si alguien se cree con derechos del inmueble antes descrito ocurra al Juzgado a deducir los mismos. DOY FE. Cerralvo, N.L. a 4 de diciembre del 2024 (50, 115, 261, 1190)
legal-notice (947, 102, 1157, 665)
notice-signature-line: LA C. SECRETARIO DEL JUZGADO SEGUNDO MIXTO DE LO CIVIL Y FAMILIAR DEL QUINTO DISTRITO JUDICIAL (953, 1269, 1151, 1306)
notice-title: EDICTO (1259, 1471, 1296, 1483)
notice-signature-line: EIPF-771229-LU1 (340, 415, 419, 427)
notice-paragraph: APODACA, NUEVO LEON A 12 DE diciembre DEL 2024 (274, 1949, 486, 1974)
notice-body (723, 1685, 934, 2061)
legal-notice (723, 102, 934, 741)
notice-signature-line: (9) (1046, 993, 1058, 1004)
notice-paragraph: En fecha 07-siete de diciembre de 2023-dos mil veintitrés se admitió a trámite dentro del expediente número 532/2016, relativo al PROCEDIMIENTO ESPECIAL SOBRE SANCIÓN DE CONVENIO que promueven juntamente ante esta Autoridad los señores CARMEN YAÑEZ MARTÍNEZ Y GUSTAVO DIONICIO MORENO SIFUENTES un incidente de modificación de guarda y custodia, ampliado mediante el auto de fecha 08-ocho de julio de 2024-dos mil veinticuatro, para posteriormente, mediante auto del 25-veinticinco de noviembre de 2024- dos mil veinticuatro, ordenarse citar a GUSTAVO DIONICIO MORENO SIFUENTES a través de la publicación de un edicto por 03-tres ocasiones consecutivas tanto en el Periódico Oficial como en el Periódico "El Porvenir", así como en el Boletín Judicial del Estado, a fin de que dentro del término de 03-tres días acuda al local de este juzgado a desahogar la vista ordenada en la parte demandada incidental la cual simple de escrito de demanda incidental, su ampliación y documentación acompañada, debidamente sellados y requisitados por la Secretaría de éste juzgado, en este Honorable recinto Oficial. En el entendido, que dicha notificación surtirá sus efectos a los 10-diez días, contados desde el siguiente al de la última publicación. Asimismo, prevéngase a la parte ejecutada a fin de que señale domicilio convencional para efecto de oír y recibir toda tipo de notificaciones, mismo que podrá estar ubicado en cualquiera de los municipios de Apodaca, General Escobedo, Guadalupe, Monterrey, San Nicolás de los Garza, San Pedro Garza García o Santa Catarina, con el apercibimiento que en caso de no hacerlo así, las subsecuentes notificaciones de carácter personal se le realizarán por medio de instructivo fijado en la tabla de avisos que para tal efecto se lleva en este Juzgado, lo anterior de conformidad con lo dispuesto por los artículos 68 y 73 del Código de Procedimientos Civiles para el Estado de Nuevo León. DOY FE. MONTERREY, NUEVO LEÓN a 10-DIEZ DE DICIEMBRE DE 2024-DOS MIL VEINTICUATRO. LICENCIADA GUADALUPE ONTIVEROS ALVARADO. C. SECRETARIO DEL JUZGADO DÉCIMO DE JUICIO FAMILIAR ORAL DEL PRIMER DISTRITO JUDICIAL DEL ESTADO. (499, 152, 709, 777)
notice-paragraph: En fecha 12 doce de diciembre del año 2024 dos mil veinticuatro, se admitió en este Juzgado Quinto de lo Familiar del Primer Distrito Judicial del Estado, con residencia en Monterrey, Nuevo León, dentro del expediente número 1224/2024 relativo al juicio sucesorio intestado a bienes de Jesús Mendiola Campos; resolución en comento, en la que se ordenó publicar un edicto por una sola vez en el Boletín Judicial del Estado y en el Periódico El Porvenir de la ciudad de Monterrey, Nuevo León, convocando a las personas que se consideren con derecho a la herencia del de cujus, a fin de que ocurran a este juzgado a deducirlo dentro del término de 30 treinta días, contados desde la fecha de la publicación del mismo, acorde con lo ordenado por el numeral 819 del Código de Procedimientos Civiles del Estado. Monterrey, Nuevo León, a 18 dieciocho de diciembre de 2024 dos mil veinticuatro. Doy fe. (947, 1370, 1157, 1620)
notice-paragraph: APODACA, NUEVO LEON A 12 DE diciembre DEL 2024 (274, 1308, 486, 1332)
legal-notice (50, 2346, 261, 2559)
notice-signature-line: NOTARIO PUBLICO TITULAR NUMERO 83 (731, 1621, 925, 1632)
notice-signature-line: (7, 8 y 9) (584, 816, 624, 828)
notice-paragraph: Con fecha 13 de noviembre del 2024 se presentó en esta notaria los señores Kevin Ernesto, Karen Alejandra de apellidos Orozco Tapia así como Alicia Tapia Hultron denunciando la Sucesión Intestamentaria del señor ERNESTO JAVIER OROZCO NINO, Exhibiendo la Acta de defunción de el autor de la Sucesión In testamentaria donde la heredera y albacea Con fundamento en lo dispuesto en el párrafo final del artículo 882 del Código de Procedimiento Civiles de Nuevo León, se da a conocer por medio de dos publicaciones que se harán de diez días en el periódico EL PORVENIR, que se edita en Monterrey, Nuevo León, que los herederos aceptan la herencia y que van a proceder a formular el inventario de los bienes de la herencia. (274, 793, 486, 1006)
notice-paragraph: PRESENTE.- (274, 2076, 333, 2087)
notice-body (275, 1723, 486, 1974)
notice-paragraph: Con fecha 30 de octubre del 2024 se presentó en esta notaria el Esthela Lopez Miñon denunciando la Sucesión Testamentaria del señor Martin Cepeda Obregon. Exhibiendo la Acta de defunción y el Testamento de la autora de la Sucesión pasada ante la fe de la Lic. Francisco Javier Elizondo Sepulveda, Notario Público suplente Número 83, en el cual nombra heredero y albacea a el compareciente respectivamente. Con fundamento en lo dispuesto en el párrafo final del artículo 882 del Código de Procedimiento Civiles de Nuevo León, se da a conocer por medio de dos publicaciones que se harán de diez días en el periódico EL PORVENIR, que se edita en Monterrey, Nuevo León, que el heredero, acepta la herencia y que va a proceder a formular el inventario de los bienes de la herencia. (274, 466, 486, 691)
legal-notice (275, 1711, 486, 2024)
legal-notice (499, 1810, 709, 2136)
notice-signature-line: (9) (150, 1254, 162, 1266)
notice-signature-line: NOTARIO PUBLICO TITULAR NUMERO 83 (283, 729, 476, 741)
notice-body (947, 1936, 1157, 2187)
notice-signature-line: (30 y 9) (587, 1784, 621, 1796)
notice-title: EDICTO (586, 102, 622, 113)
legal-notice (499, 1470, 709, 1796)
notice-signature-line: NOTARIO PUBLICO TITULAR No. 7 (972, 1886, 1132, 1897)
notice-body (947, 692, 1157, 942)
notice-title: EDICTO (1034, 102, 1070, 113)
notice-paragraph: Que con fecha (20) veinte del mes de Diciembre del año (2024) dos mil veinticuatro, ante la fe del suscrito Notario, Licenciado y Contador Público CÉSAR GONZÁLEZ CANTÚ, Notario Público Titular de la Notaría Pública Número (69) sesenta y nueve, con ejercicio en el Primer Distrito Registral en el Estado, se presentó el (la) señor (a) MARÍA DE GUADALUPE RODRÍGUEZ GARCÍA en su carácter de Única y Universal Heredera y Albacea, en los términos de los Artículos (881) ochocientos ochenta y uno, (882) ochocientos ochenta y dos y demás relativos al Código de Procedimientos Civiles vigente en el Estado de Nuevo León, con motivo de INICIAR LA TRAMITACIÓN TESTAMENTARIA A BIENES DEL SEÑOR EDUARDO JESÚS VILLARREAL VILLARREAL y para tal efecto me exhibió el Acta de Defunción del Autor de la Sucesión y el Testamento Público Abierto, en el que la nombra Única y Universal Heredera y Albacea; manifestando que va a proceder en su oportunidad a formular el inventario de bienes de la herencia, lo que Yo, el suscrito Notario hago constar y doy a conocer por medio de ésta publicación dos veces con un intervalo de 10- diez días cada una. (274, 2088, 486, 2413)
notice-paragraph: Con fecha 30 de noviembre del 2024 se presentó en esta notaria la señora Luis José, Norma Patricia, Javier, Selene de apellidos Solís Macías así como Angelina Meza Puente denunciando la Sucesión Intestamentaria del señor LUIS SOLIS MACIAS, Exhibiendo la Acta de defunción de el autor de la Sucesión In testamentaria donde la heredera y albacea Con fundamento en lo dispuesto en el párrafo final del artículo 882 del Código de Procedimiento Civiles de Nuevo León, se da a conocer por medio de dos publicaciones que se harán de diez días en el periódico EL PORVENIR, que se edita en Monterrey, Nuevo León, que los herederos aceptan la herencia y que van a proceder a formular el inventario de los bienes de la herencia. (947, 2264, 1157, 2475)
notice-paragraph: AL CIUDADANO GUSTAVO DIONICIO MORENO SIFUENTES. (499, 115, 709, 138)
notice-signature-line: NOTARIO PUBLICO TITULAR NUMERO 83 (283, 402, 476, 414)
notice-signature-line: NOTARIO PUBLICO TITULAR NUMERO 83 (1180, 1419, 1373, 1431)
legal-notices-columns (44, 98, 1389, 2573)
notice-signature-line: LIC. FRANCISCO JAVIER ELIZONDO PINEDA (1173, 1093, 1380, 1104)
notice-signature-line: FRANCISCO DE JESÚS CASTILLO LEOS (734, 967, 922, 979)
column-6 (1165, 98, 1389, 2573)
legal-notice (275, 1396, 486, 1697)
notice-signature-line: NOTARIO PUBLICO TITULAR NUMERO 83 (731, 1319, 925, 1331)
legal-notice (499, 2149, 709, 2513)
notice-body (723, 114, 934, 690)
notice-paragraph: PERIÓDICO EL PORVENIR (274, 2063, 395, 2074)
notice-signature-line: NOTARIO PÚBLICO NÚMERO 114. (750, 2074, 906, 2085)
notice-signature-line: NOTARIO PUBLICO TITULAR NUMERO 83 (508, 1093, 700, 1104)
notice-paragraph: Con fecha 19 de octubre del 2024 se presentó en esta notaria los señores Carlos Alberto y Luis Carlos de apellidos Ruiz Pérez denunciando la Sucesión Testamentaria de la señora ORALIA PEREZ MONTEMAYOR y KARINA ALEJANDRA RUIZ GARCIA también conocida KARINA ALEJANDRA RUIZ Exhibiendo la Acta de defunción de el autor de la Sucesión In testamentaria donde los herederos y albacea Con fundamento en lo dispuesto en el párrafo final del artículo 882 del Código de Procedimiento Civiles de Nuevo León, se da a conocer por medio de dos publicaciones que se harán de diez días en el periódico EL PORVENIR, que se edita en Monterrey, Nuevo León, que los herederos aceptan la herencia y que van a proceder a formular el inventario de los bienes de la herencia. (722, 1057, 934, 1280)
notice-signature-line: GUADALUPE ONTIVEROS ALVARADO (516, 778, 692, 789)
notice-signature-line: LICENCIADO ANTONIO GUADALUPE ARROYO. (1192, 754, 1363, 777)
notice-paragraph: APODACA, NUEVO LEON A 12 DE diciembre DEL 2024 (947, 2477, 1157, 2500)
notice-paragraph: Con fecha 25 de octubre del 2024 se presentó en esta notaria el Gilberto Puente Jara denunciando la Sucesión Testamentaria de la señora María Elena López Guerrero. Exhibiendo la Acta de defunción y el Testamento de la autora de la Sucesión pasada ante la fe de la Lic. María Elena Carmona Sánchez, quien fuera Notario Público suplente Número 104, en el cual nombra heredero y albacea a el compareciente respectivamente. Con fundamento en lo dispuesto en el párrafo final del artículo 882 del Código de Procedimiento Civiles de Nuevo León, se da a conocer por medio de dos publicaciones que se harán de diez días en el periódico EL PORVENIR, que se edita en Monterrey, Nuevo León, que el heredero, acepta la herencia y que va a proceder a formular el inventario de los bienes de la herencia. (274, 1724, 486, 1948)
notice-body (275, 114, 486, 389)
legal-notice (50, 1280, 261, 2332)
notice-title: EDICTO (809, 754, 847, 766)
notice-title: AVISO NOTARIAL (1012, 2252, 1093, 2263)
notice-paragraph: Por este conducto notifico a usted que, en fecha diecinueve de marzo del dos mil veinticuatro, se admitió a trámite en este juzgado primero mixto, de lo civil y familiar, del quinto distrito judicial del estado de nuevo león, bajo el expediente 460/2024 relativo al juicio ordinario civil sobre pérdida de patria potestad, promovido por Zulykeyt Alondra Martínez Ambrocio, en contra de Víctor Alfonso Arredondo Pérez. Ordenándose por auto del veintisiete de noviembre del año dos mil veinticuatro, emplazar a Víctor Alfonso Arredondo Pérez, por medio de edictos que se publiquen por tres veces consecutivas, tanto en el periódico oficial y el periódico "El Porvenir", que se edita en Monterrey, Nuevo León; a fin de que, en el término de nueve días, acuda al local de este juzgado a producir su contestación y a oponer las excepciones y defensas legales de su intención; aclarándose que la notificación realizada de esta forma surtirá sus efectos a los diez días contados desde el siguiente de la última publicación del edicto, quedándose en la secretaría del juzgado a su disposición, las copias de traslado de la demanda y documentos acompañados para su debida instrucción, previniéndole para que señale domicilio para oír y recibir notificaciones en el lugar de residencia de este juzgado, que lo es Cadereyta Jiménez, Nuevo León, apercibiéndole de que en caso de no hacerlo así, las subsecuentes notificaciones de carácter personal se le harán por medio de instructivo que se fije en la tabla de avisos del Juzgado. Doy fe. Cadereyta Jiménez, Nuevo León; a los doce días del mes de diciembre del año dos mil veinticuatro. (947, 140, 1157, 589)
column-3 (492, 98, 717, 2573)
notice-title: AVISO NOTARIAL (563, 1471, 644, 1483)
column-1 (44, 98, 269, 2573)
notice-signature-line: LIC. JORGE ARMANDO GONZÁLEZ RIVERA. (950, 1659, 1154, 1671)
notice-signature-line: NOTARIO PUBLICO TITULAR NUMERO 83 (283, 1660, 476, 1671)
legal-notice (50, 102, 261, 1267)
notice-body (499, 1483, 709, 1746)
legal-notice (275, 780, 486, 1081)
notice-body (275, 1107, 486, 1332)
notice-signature-line: NOTARIO PUBLICO TITULAR NUMERO 83 (508, 1419, 700, 1431)
notice-paragraph: Con fecha 19 de octubre del 2024 se presentó en esta notaria los señores Ángel Guadalupe, Teresa de Jesús, Brandon Alexis de apellidos Mendez Vega así como Miguel Ángel Méndez Garza denunciando la Sucesión Intestamentaria de la señora Nancy Francisca Vega Silva Exhibiendo la Acta de defunción de el autor de la Sucesión In testamentaria donde los herederos y albacea Con fundamento en lo dispuesto en el párrafo final del artículo 882 del Código de Procedimiento Civiles de Nuevo León, se da a conocer por medio de dos publicaciones que se harán de diez días en el periódico EL PORVENIR, que se edita en Monterrey, Nuevo León, que los herederos aceptan la herencia y que van a proceder a formular el inventario de los bienes de la herencia. APODACA, NUEVO LEON A 12 DE diciembre DEL 2024 (722, 1383, 934, 1608)
notice-signature-line: JENARO ABNER LUNA CERVANTES (1193, 2084, 1360, 2096)
notice-signature-line: (30 y 9) (1260, 1445, 1294, 1456)
legal-notice (723, 2112, 934, 2513)
notice-signature-line: NOTARIO PUBLICO TITULAR NUMERO 83 (508, 1759, 700, 1771)
notice-title: AVISO NOTARIAL (563, 842, 644, 854)
legal-notice (723, 1044, 934, 1357)
notice-paragraph: Con fecha (12) doce de Diciembre del (2024) dos mil veinticuatro, ante la Fe del Licenciado ALDO HUMBERTO PONCE RICARDI, Notario Público Titular de la Notaría Pública Número (114) ciento catorce, comparecieron los señores JULIA VERONICA DAVALOS DE LA TORRE y ELIZABETH CRISTINA DAVALOS DE LA TORRE; en los términos de los artículos 779, 780, 881, 882, 883, 884 y demás relativos del Código de Procedimientos Civiles vigente en el Estado de Nuevo León, así como los artículos 1504, 1521, 1546, 1547, 1550, 1553, 1567, 1576, 1577, 1579 y demás relativos del Código Civil vigente en el Estado, con motivo de que se INICIO LA TRAMITACIÓN DE LA SUCESIÓN LEGITIMA EXTRAJUDICIAL VÍA NOTARIAL a bienes de la señora ANA LUCÍA DE LA TORRE DE LUNA y para tal efecto me exhibió el Acta de Defunción de la Autora de la Sucesión en cita y que fue expedida por el Instituto Público del acta y de Fe; manifestaron que van a proceder a formular el inventario de los bienes que forman la masa hereditaria, además se conocer dichas declaraciones por medio de dos publicaciones que se harán de diez en diez días en un periódico de los de mayor circulación en el Estado, para los efectos legales correspondientes. (722, 1685, 934, 2035)
notice-body (1171, 2161, 1383, 2411)
page-number: 6 (44, 47, 63, 89)
notice-signature-line: NOTARIO PUBLICO TITULAR NUMERO 83 (1180, 1106, 1373, 1117)
notice-paragraph: Con fecha 29 de noviembre del 2024 se presentó en esta notaria la señora LUISA MARIALY MORALES CANTU denunciando la Sucesión Intestamentaria de la señora LUISA CANTU HERNANDEZ, Exhibiendo la Acta de defunción de el autor de la Sucesión In testamentaria donde la heredera y albacea Con fundamento en lo dispuesto en el párrafo final del artículo 882 del Código de Procedimiento Civiles de Nuevo León, se da a conocer por medio de dos publicaciones que se harán de diez días en el periódico EL PORVENIR, que se edita en Monterrey, Nuevo León, que los herederos aceptan la herencia y que van a proceder a formular el inventario de los bienes de la herencia. (499, 854, 709, 1054)
legal-notice (499, 102, 709, 828)
legal-notice (275, 1095, 486, 1383)
notice-signature-line: EIPF-771229-LU1 (340, 742, 419, 754)
notice-title: EDICTO (361, 2039, 399, 2050)
masthead (44, 46, 1389, 93)
notice-signature-line: (30 y 9) (363, 1370, 397, 1382)
notice-signature-line: LIC. MANUEL JOSÉ PEÑA DORIA (976, 1873, 1129, 1884)
notice-body (499, 854, 709, 1080)
notice-body (1171, 1169, 1383, 1407)
notice-paragraph: En la Notaría a mi cargo se radicó EL INTESTADO POR VÍA EXTRAJUDICIAL a bienes del Sr. FELIPE SALAZAR RAMÍREZ, quien falleció el 27 de julio del 2021, en el Municipio de Linares, Nuevo León, siendo su último domicilio. Acreditada su derecho de herederos quien fuera su cónyuge, la Sra. REYNA ISABEL ALEJANDRO SÁNCHEZ quien asume el cargo de albacea y procede a formular inventario, de conformidad al artículo 882 del Código de procedimientos civiles para el Estado de Nuevo León. Linares, Nuevo León, a fecha de su presentación. (947, 1710, 1157, 1872)
notice-signature-line: EL SECRETARIO FEDATARIO ADSCRITO AL JUZGADO PRIMERO MIXTO, DE LO CIVIL Y FAMILIAR, DEL QUINTO DISTRITO JUDICIAL DEL ESTADO DE NUEVO LEÓN. (950, 603, 1154, 652)
notice-signature-line: (30 y 9) (1035, 1898, 1069, 1909)
notice-paragraph: APODACA, NUEVO LEON A 12 DE diciembre DEL 2024 (722, 1282, 934, 1306)
notice-signature-line: LIC. FRANCISCO JAVIER ELIZONDO PINEDA (276, 1031, 483, 1043)
notice-signature-line: EL SECRETARIO DEL JUZGADO PRIMERO DE JURISDICCIÓN CONCURRENTE DEL PRIMER DISTRITO JUDICIAL EN EL ESTADO. (52, 2258, 260, 2294)
notice-signature-line: LIC. FRANCISCO JAVIER ELIZONDO PINEDA (276, 1333, 483, 1344)
notice-signature-line: LIC. FRANCISCO JAVIER ELIZONDO PINEDA (276, 717, 483, 728)
notice-signature-line: (9) (598, 2500, 610, 2512)
notice-signature-line: SECRETARIO ADSCRITO AL JUZGADO MIXTO DEL DECIMO DISTRITO JUDICIAL EN EL ESTADO (1175, 2424, 1379, 2461)
notice-signature-line: LIC. RAÚL GUTIÉRREZ TREVIÑO (528, 2488, 679, 2500)
notice-paragraph: Con fecha 29 de noviembre del 2024 se presentó en esta notaria los señores Veronica Aspeitia Lozano, Victor Aspeitia Lozano, Maria Luisa Aspeitia Lozano, Maria Jose Lozano Aspeitia, Emmanuel Lozano Aspeitia denunciando la Sucesión Intestamentaria de la señora Maria Jose Lozano Aspeitia Exhibiendo la Acta de defunción de el autor de la Sucesión In testamentaria donde los herederos y albacea el suscrito Con fundamento en lo dispuesto en el párrafo final del artículo 882 del Código de Procedimiento Civiles de Nuevo León, se da a conocer por medio de dos publicaciones que se harán de diez días en el periódico EL PORVENIR, que se edita en Monterrey, Nuevo León, que los herederos aceptan la herencia y que van a proceder a formular el inventario de los bienes de la herencia. APODACA, NUEVO LEON A 12 DE diciembre DEL 2024 (274, 1409, 486, 1646)
notice-paragraph: En fecha 30 treinta de julio del año 2024 dos mil veinticuatro, se admitió a trámite ante este H. Juzgado, el JUICIO SUCESORIO DE INTESTADO ESPECIAL ACUMULADO A BIENES DE IGNACIO QUINTANILLA ESPARZA quien falleció en 16 de febrero de 2016 dos mil dieciséis y PETRA PÉREZ FABELA quien falleció el 25 de mayo de 2006, denunciado por RODRIGO QUINTANILLA PÉREZ; ordenándose la publicación de un Edicto por una sola vez en el Periódico Oficial del Estado y en el Periódico El Porvenir, convocando a las personas que se consideren con derecho a la herencia, a fin de que acudan al local de éste H. Juzgado, a deducir los derechos hereditarios correspondientes dentro del término de 10 diez días que para tal efecto señala la ley. Juicio el anterior que se radicó bajo el expediente número 742/2024. Doy fe. (1170, 2161, 1383, 2398)
notice-paragraph: Con fecha 15 de noviembre del 2024 se presentó en esta notaria el Armando, Griselda, José Ángel de apellidos Ortega Castillo denunciando la Sucesión Testamentaria de la señora Ma. Ezequiela Castillo Tovias. Exhibiendo la Acta de defunción y el Testamento de la autora de la Sucesión pasada ante la fe de la Lic. Armando Hernández Berlanga, quien fuera Notario Público Titular Número 132, en el cual nombra heredero y albacea a el compareciente respectivamente. Con fundamento en lo dispuesto en el párrafo final del artículo 882 del Código de Procedimiento Civiles de Nuevo León, se da a conocer por medio de dos publicaciones que se harán de diez días en el periódico EL PORVENIR, que se edita en Monterrey, Nuevo León, que el heredero, acepta la herencia y que va a proceder a formular el inventario de los bienes de la herencia. (499, 1483, 709, 1720)
notice-paragraph: Montemorelos, N.L. a 07 de enero del 2025. (1170, 2399, 1360, 2410)
notice-paragraph: San Nicolás de los Garza, Nuevo León. (722, 2035, 892, 2047)
notice-title: AVISO NOTARIAL (787, 1673, 869, 1684)
legal-notice (275, 102, 486, 440)
notice-signature-line: NOTARIO PUBLICO TITULAR NUMERO 83 (956, 2200, 1148, 2211)
notice-body (1171, 114, 1383, 753)
notice-signature-line: EIPF-771229-LU1 (1013, 2526, 1092, 2538)
notice-signature-line: EIPF-771229-LU1 (340, 1057, 419, 1068)
notice-signature-line: C. SECRETARIO ADSCRITO AL JUZGADO PRIMERO DE LO CIVIL (1181, 2097, 1373, 2121)
notice-signature-line: (30 y 9) (811, 1344, 845, 1356)
notice-signature-line: LIC. FRANCISCO JAVIER ELIZONDO PINEDA (949, 2502, 1156, 2513)
notice-signature-line: LIC. FRANCISCO JAVIER ELIZONDO PINEDA (276, 1974, 483, 1986)
notice-signature-line: LIC. SALVADOR NOÉ ESQUIVEL PEÑA. (962, 980, 1143, 992)
notice-paragraph: APODACA, NUEVO LEON A 12 DE diciembre DEL 2024 (274, 1006, 486, 1030)
